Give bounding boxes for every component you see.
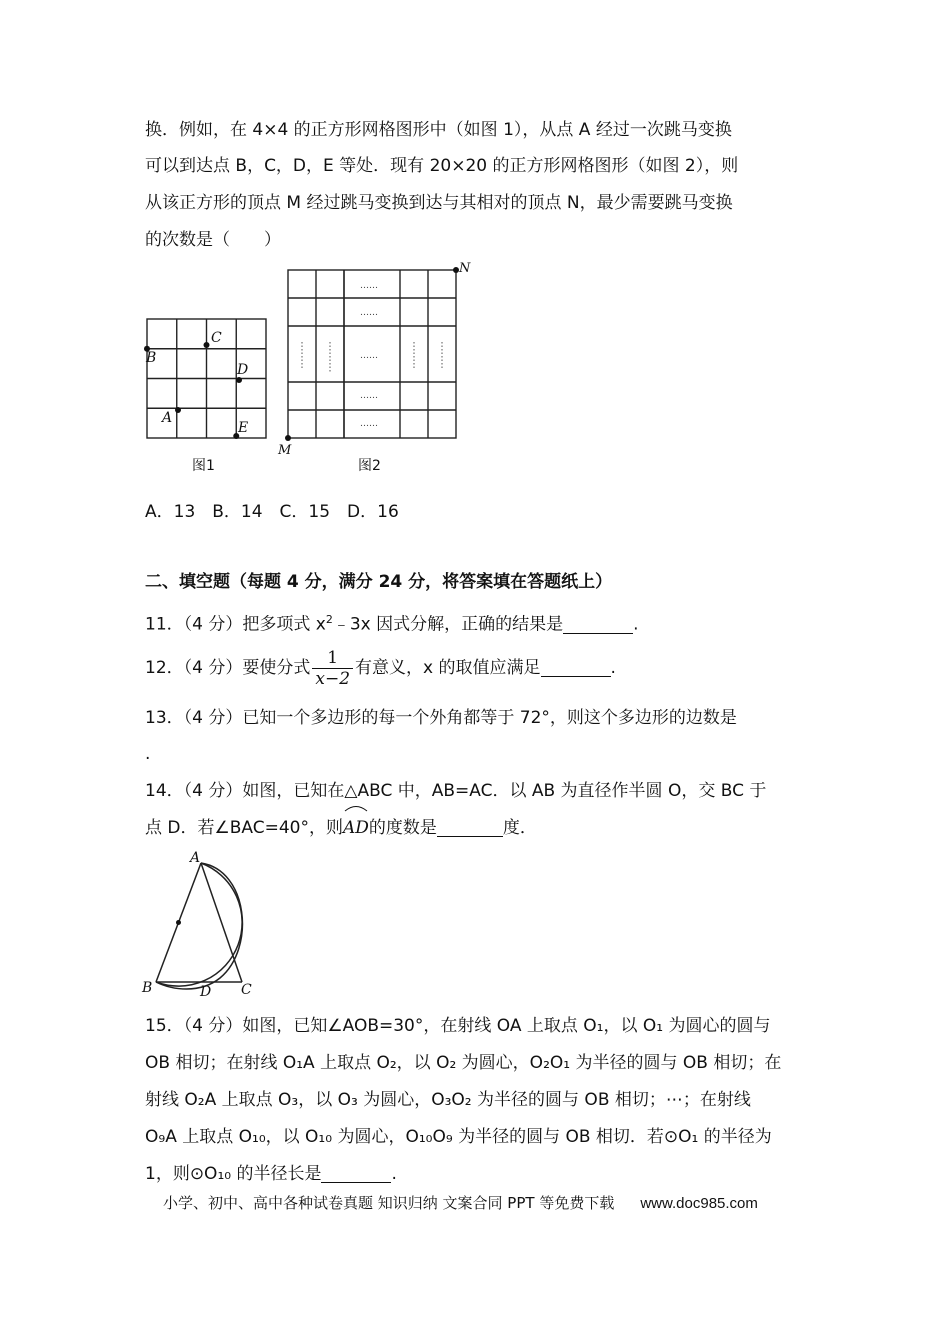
q15-text-b: . [391, 1164, 397, 1184]
label-c: C [211, 330, 222, 346]
q11-text-b: ﹣3x 因式分解，正确的结果是 [332, 614, 564, 635]
q10-line-4: 的次数是（ ） [145, 230, 281, 250]
q12-fraction-numerator: 1 [312, 648, 353, 669]
figure-2-grid [276, 258, 476, 478]
q12-answer-blank[interactable] [541, 654, 611, 677]
point-c [204, 342, 210, 348]
label-b: B [142, 980, 153, 996]
q11-end: . [633, 614, 639, 635]
question-11 [145, 602, 815, 643]
dots-top-2: …… [360, 308, 378, 318]
dots-middle: …… [360, 351, 378, 361]
label-a: A [162, 410, 173, 426]
q13-text: 已知一个多边形的每一个外角都等于 72°，则这个多边形的边数是 [242, 708, 737, 728]
q10-line-1: 换．例如，在 4×4 的正方形网格图形中（如图 1），从点 A 经过一次跳马变换 [145, 120, 732, 140]
q11-exponent: 2 [325, 613, 333, 626]
q12-fraction-denominator: x−2 [315, 668, 351, 689]
q14-text-c: 度． [502, 818, 537, 838]
q11-number: 11． [145, 614, 184, 635]
q11-text-a: 把多项式 x [242, 614, 326, 635]
figure-triangle-semicircle [138, 848, 268, 1003]
q14-line-2 [145, 810, 815, 846]
figure-2-caption: 图2 [358, 458, 381, 474]
label-m: M [278, 443, 292, 458]
q15-line-1: 如图，已知∠AOB=30°，在射线 OA 上取点 O₁，以 O₁ 为圆心的圆与 [242, 1016, 771, 1036]
dots-bottom-2: …… [360, 419, 378, 429]
q15-line-5 [145, 1156, 815, 1192]
label-a: A [190, 850, 201, 866]
section-2-heading: 二、填空题（每题 4 分，满分 24 分，将答案填在答题纸上） [145, 572, 613, 592]
q15-text-a: 1，则⊙O₁₀ 的半径长是 [145, 1164, 322, 1184]
center-o [176, 920, 181, 925]
q14-arc-ad: AD [343, 810, 369, 846]
figure-1-caption: 图1 [192, 458, 215, 474]
q12-end: . [610, 658, 616, 678]
q13-line-2: . [145, 744, 151, 764]
q10-line-3: 从该正方形的顶点 M 经过跳马变换到达与其相对的顶点 N，最少需要跳马变换 [145, 193, 733, 213]
semicircle-arc [156, 863, 242, 989]
point-a [175, 407, 181, 413]
q11-score: （4 分） [183, 614, 243, 635]
footer-url[interactable]: www.doc985.com [640, 1195, 758, 1212]
q12-number: 12． [145, 658, 184, 678]
question-14 [145, 773, 815, 809]
q14-text-a: 点 D．若∠BAC=40°，则 [145, 818, 343, 838]
label-b: B [146, 350, 157, 366]
q12-score: （4 分） [183, 658, 243, 678]
label-d: D [200, 984, 212, 1000]
q14-line-1: 如图，已知在△ABC 中，AB=AC．以 AB 为直径作半圆 O，交 BC 于 [242, 781, 767, 801]
dots-bottom-1: …… [360, 391, 378, 401]
footer-text: 小学、初中、高中各种试卷真题 知识归纳 文案合同 PPT 等免费下载 [163, 1194, 615, 1212]
q15-line-3: 射线 O₂A 上取点 O₃，以 O₃ 为圆心，O₃O₂ 为半径的圆与 OB 相切；⋯；在射线 [145, 1090, 751, 1110]
q14-number: 14． [145, 781, 184, 801]
figure-1-grid [140, 312, 275, 477]
q15-score: （4 分） [183, 1016, 243, 1036]
dots-top-1: …… [360, 281, 378, 291]
q10-options: A．13 B．14 C．15 D．16 [145, 502, 399, 522]
q15-line-4: O₉A 上取点 O₁₀，以 O₁₀ 为圆心，O₁₀O₉ 为半径的圆与 OB 相切．若⊙O₁ 的半径为 [145, 1127, 772, 1147]
q12-fraction [312, 648, 353, 689]
question-13 [145, 700, 815, 736]
label-c: C [241, 982, 252, 998]
label-n: N [459, 261, 471, 276]
q12-text-b: 有意义，x 的取值应满足 [355, 658, 541, 678]
question-12 [145, 645, 815, 691]
point-m [285, 435, 291, 441]
q14-score: （4 分） [183, 781, 243, 801]
footer [163, 1192, 758, 1213]
label-e: E [238, 420, 249, 436]
q14-text-b: 的度数是 [368, 818, 437, 838]
q15-answer-blank[interactable] [321, 1160, 391, 1183]
question-15 [145, 1008, 815, 1044]
q13-number: 13． [145, 708, 184, 728]
q11-answer-blank[interactable] [563, 611, 633, 634]
q15-line-2: OB 相切；在射线 O₁A 上取点 O₂，以 O₂ 为圆心，O₂O₁ 为半径的圆与 OB 相切；在 [145, 1053, 782, 1073]
q15-number: 15． [145, 1016, 184, 1036]
q12-text-a: 要使分式 [242, 658, 311, 678]
q10-line-2: 可以到达点 B，C，D，E 等处．现有 20×20 的正方形网格图形（如图 2），则 [145, 156, 739, 176]
q14-answer-blank[interactable] [437, 814, 503, 837]
q13-score: （4 分） [183, 708, 243, 728]
label-d: D [237, 362, 249, 378]
